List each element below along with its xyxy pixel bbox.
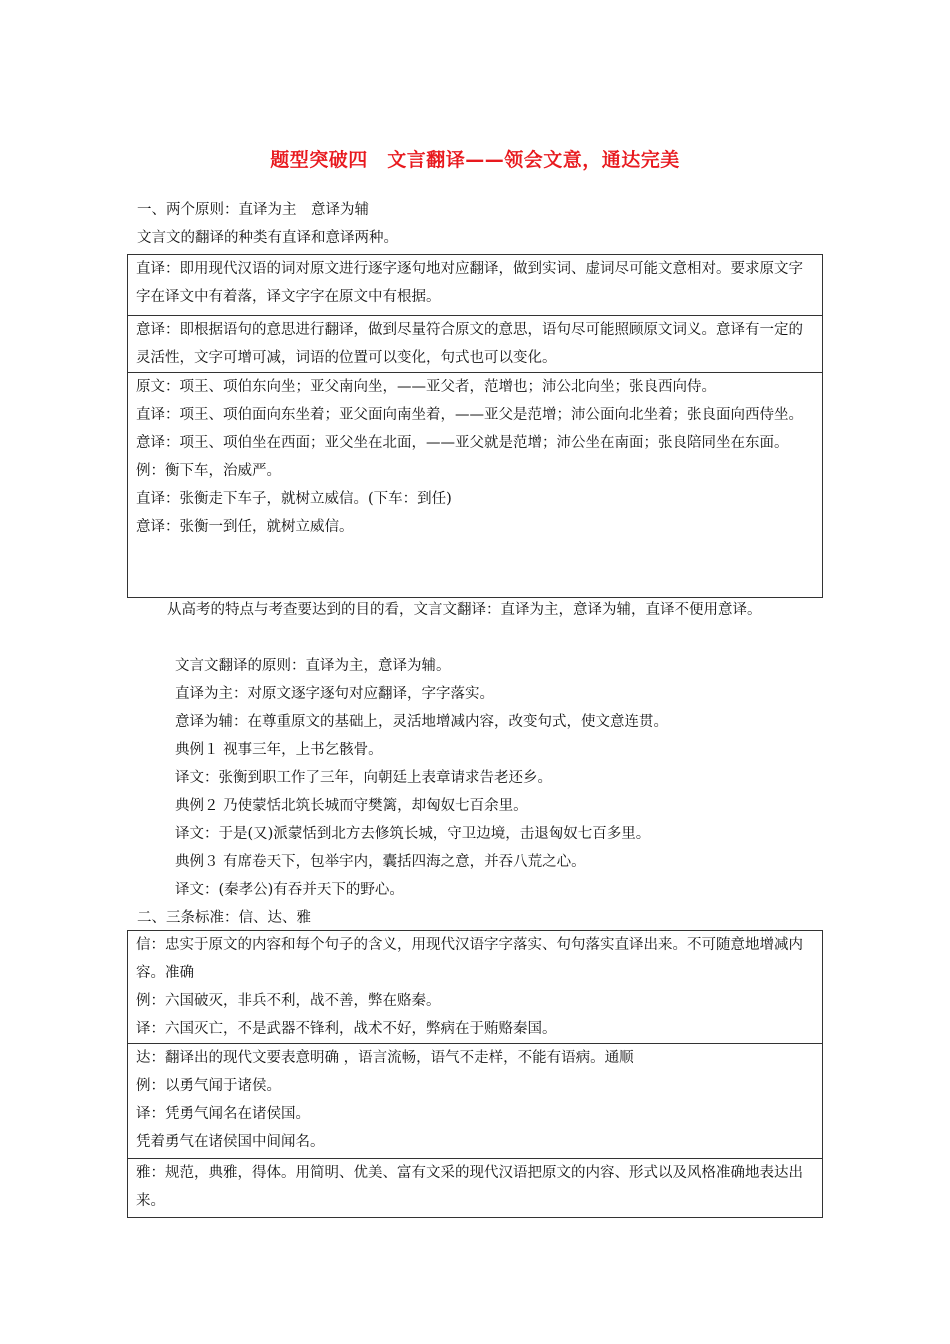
example1-line: 典例１ 视事三年，上书乞骸骨。 bbox=[175, 742, 383, 758]
example2-original: 例：衡下车，治威严。 bbox=[136, 463, 281, 479]
da-cell bbox=[128, 1044, 822, 1159]
section1-intro: 文言文的翻译的种类有直译和意译两种。 bbox=[137, 230, 398, 246]
yiyi-definition-cell bbox=[128, 316, 822, 373]
yiyi-definition: 意译：即根据语句的意思进行翻译，做到尽量符合原文的意思，语句尽可能照顾原文词义。意译有一定的灵活性，文字可增可减，词语的位置可以变化，句式也可以变化。 bbox=[136, 322, 803, 366]
ya-cell bbox=[128, 1159, 822, 1217]
da-example: 例：以勇气闻于诸侯。 bbox=[136, 1078, 281, 1094]
example3-line: 典例３ 有席卷天下，包举宇内，囊括四海之意，并吞八荒之心。 bbox=[175, 854, 586, 870]
page-title: 题型突破四 文言翻译——领会文意，通达完美 bbox=[270, 149, 680, 171]
xin-translation: 译：六国灭亡，不是武器不锋利，战术不好，弊病在于贿赂秦国。 bbox=[136, 1021, 557, 1037]
example-original: 原文：项王、项伯东向坐；亚父南向坐，——亚父者，范增也；沛公北向坐；张良西向侍。 bbox=[136, 379, 716, 395]
standards-box bbox=[127, 930, 823, 1218]
example2-yiyi: 意译：张衡一到任，就树立威信。 bbox=[136, 519, 354, 535]
zhiyi-main-line: 直译为主：对原文逐字逐句对应翻译，字字落实。 bbox=[175, 686, 494, 702]
example-zhiyi: 直译：项王、项伯面向东坐着；亚父面向南坐着，——亚父是范增；沛公面向北坐着；张良面向西侍坐。 bbox=[136, 407, 803, 423]
example-yiyi: 意译：项王、项伯坐在西面；亚父坐在北面，——亚父就是范增；沛公坐在南面；张良陪同坐在东面。 bbox=[136, 435, 789, 451]
xin-cell bbox=[128, 931, 822, 1044]
da-alt-translation: 凭着勇气在诸侯国中间闻名。 bbox=[136, 1134, 325, 1150]
zhiyi-definition: 直译：即用现代汉语的词对原文进行逐字逐句地对应翻译，做到实词、虚词尽可能文意相对。要求原文字字在译文中有着落，译文字字在原文中有根据。 bbox=[136, 261, 803, 305]
zhiyi-definition-cell bbox=[128, 255, 822, 316]
translation-types-box bbox=[127, 254, 823, 598]
da-translation: 译：凭勇气闻名在诸侯国。 bbox=[136, 1106, 310, 1122]
examples-cell bbox=[128, 373, 822, 597]
translation2-line: 译文：于是(又)派蒙恬到北方去修筑长城，守卫边境，击退匈奴七百多里。 bbox=[175, 826, 651, 842]
da-definition: 达：翻译出的现代文要表意明确 ，语言流畅，语气不走样，不能有语病。通顺 bbox=[136, 1050, 634, 1066]
example2-zhiyi: 直译：张衡走下车子，就树立威信。(下车：到任) bbox=[136, 491, 452, 507]
ya-definition: 雅：规范，典雅，得体。用简明、优美、富有文采的现代汉语把原文的内容、形式以及风格准确地表达出来。 bbox=[136, 1165, 803, 1209]
principle-line: 文言文翻译的原则：直译为主，意译为辅。 bbox=[175, 658, 451, 674]
xin-definition: 信：忠实于原文的内容和每个句子的含义，用现代汉语字字落实、句句落实直译出来。不可随意地增减内容。准确 bbox=[136, 937, 803, 981]
section1-heading: 一、两个原则：直译为主 意译为辅 bbox=[137, 202, 369, 218]
section2-heading: 二、三条标准：信、达、雅 bbox=[137, 910, 311, 926]
yiyi-aux-line: 意译为辅：在尊重原文的基础上，灵活地增减内容，改变句式，使文意连贯。 bbox=[175, 714, 668, 730]
translation3-line: 译文：(秦孝公)有吞并天下的野心。 bbox=[175, 882, 404, 898]
xin-example: 例：六国破灭，非兵不利，战不善，弊在赂秦。 bbox=[136, 993, 441, 1009]
example2-line: 典例２ 乃使蒙恬北筑长城而守樊篱，却匈奴七百余里。 bbox=[175, 798, 528, 814]
translation1-line: 译文：张衡到职工作了三年，向朝廷上表章请求告老还乡。 bbox=[175, 770, 552, 786]
gaokao-paragraph: 从高考的特点与考查要达到的目的看，文言文翻译：直译为主，意译为辅，直译不便用意译。 bbox=[167, 602, 762, 618]
